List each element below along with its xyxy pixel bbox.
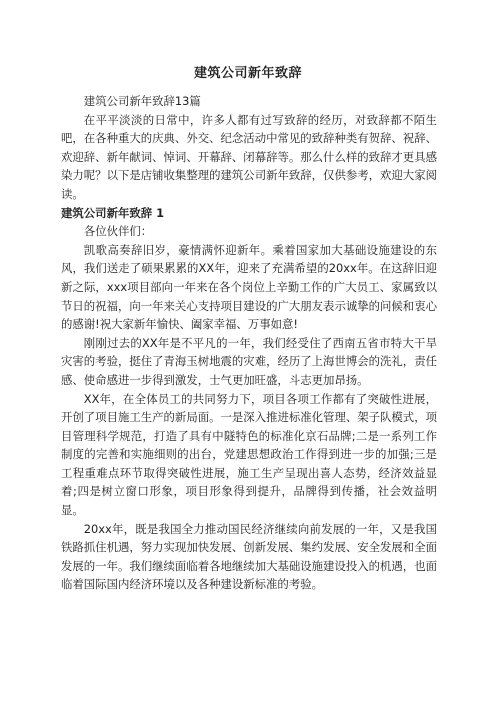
body-paragraph: XX年，在全体员工的共同努力下，项目各项工作都有了突破性进展，开创了项目施工生产的新局面。一是深入推进标准化管理、架子队模式，项目管理科学规范，打造了具有中隧特色的标准化京石品牌;二是一系列工作制度的完善和实施细则的出台，党建思想政治工作得到进一步的加强;三是工程重难点环节取得突破性进展，施工生产呈现出喜人态势，经济效益显着;四是树立窗口形象，项目形象得到提升，品牌得到传播，社会效益明显。 xyxy=(61,391,437,518)
document-title: 建筑公司新年致辞 xyxy=(193,66,302,81)
body-paragraph: 刚刚过去的XX年是不平凡的一年，我们经受住了西南五省市特大干旱灾害的考验，挺住了青海玉树地震的灾难，经历了上海世博会的洗礼，责任感、使命感进一步得到激发，士气更加旺盛，斗志更加昂扬。 xyxy=(61,335,437,387)
intro-paragraph: 在平平淡淡的日常中，许多人都有过写致辞的经历，对致辞都不陌生吧，在各种重大的庆典、外交、纪念活动中常见的致辞种类有贺辞、祝辞、欢迎辞、新年献词、悼词、开幕辞、闭幕辞等。那么什么样的致辞才更具感染力呢？以下是店铺收集整理的建筑公司新年致辞，仅供参考，欢迎大家阅读。 xyxy=(61,112,437,201)
body-paragraph: 20xx年，既是我国全力推动国民经济继续向前发展的一年，又是我国铁路抓住机遇，努力实现加快发展、创新发展、集约发展、安全发展和全面发展的一年。我们继续面临着各地继续加大基础设施建设投入的机遇，也面临着国际国内经济环境以及各种建设新标准的考验。 xyxy=(61,521,437,592)
document-subtitle: 建筑公司新年致辞13篇 xyxy=(83,94,201,108)
body-paragraph: 凯歌高奏辞旧岁，豪情满怀迎新年。乘着国家加大基础设施建设的东风，我们送走了硕果累累的XX年，迎来了充满希望的20xx年。在这辞旧迎新之际，xxx项目部向一年来在各个岗位上辛勤工作的广大员工、家属致以节日的祝福，向一年来关心支持项目建设的广大朋友表示诚挚的问候和衷心的感谢!祝大家新年愉快、阖家幸福、万事如意! xyxy=(61,242,437,332)
greeting: 各位伙伴们： xyxy=(83,224,153,239)
document-body xyxy=(61,92,437,594)
section-heading: 建筑公司新年致辞 1 xyxy=(61,205,165,220)
